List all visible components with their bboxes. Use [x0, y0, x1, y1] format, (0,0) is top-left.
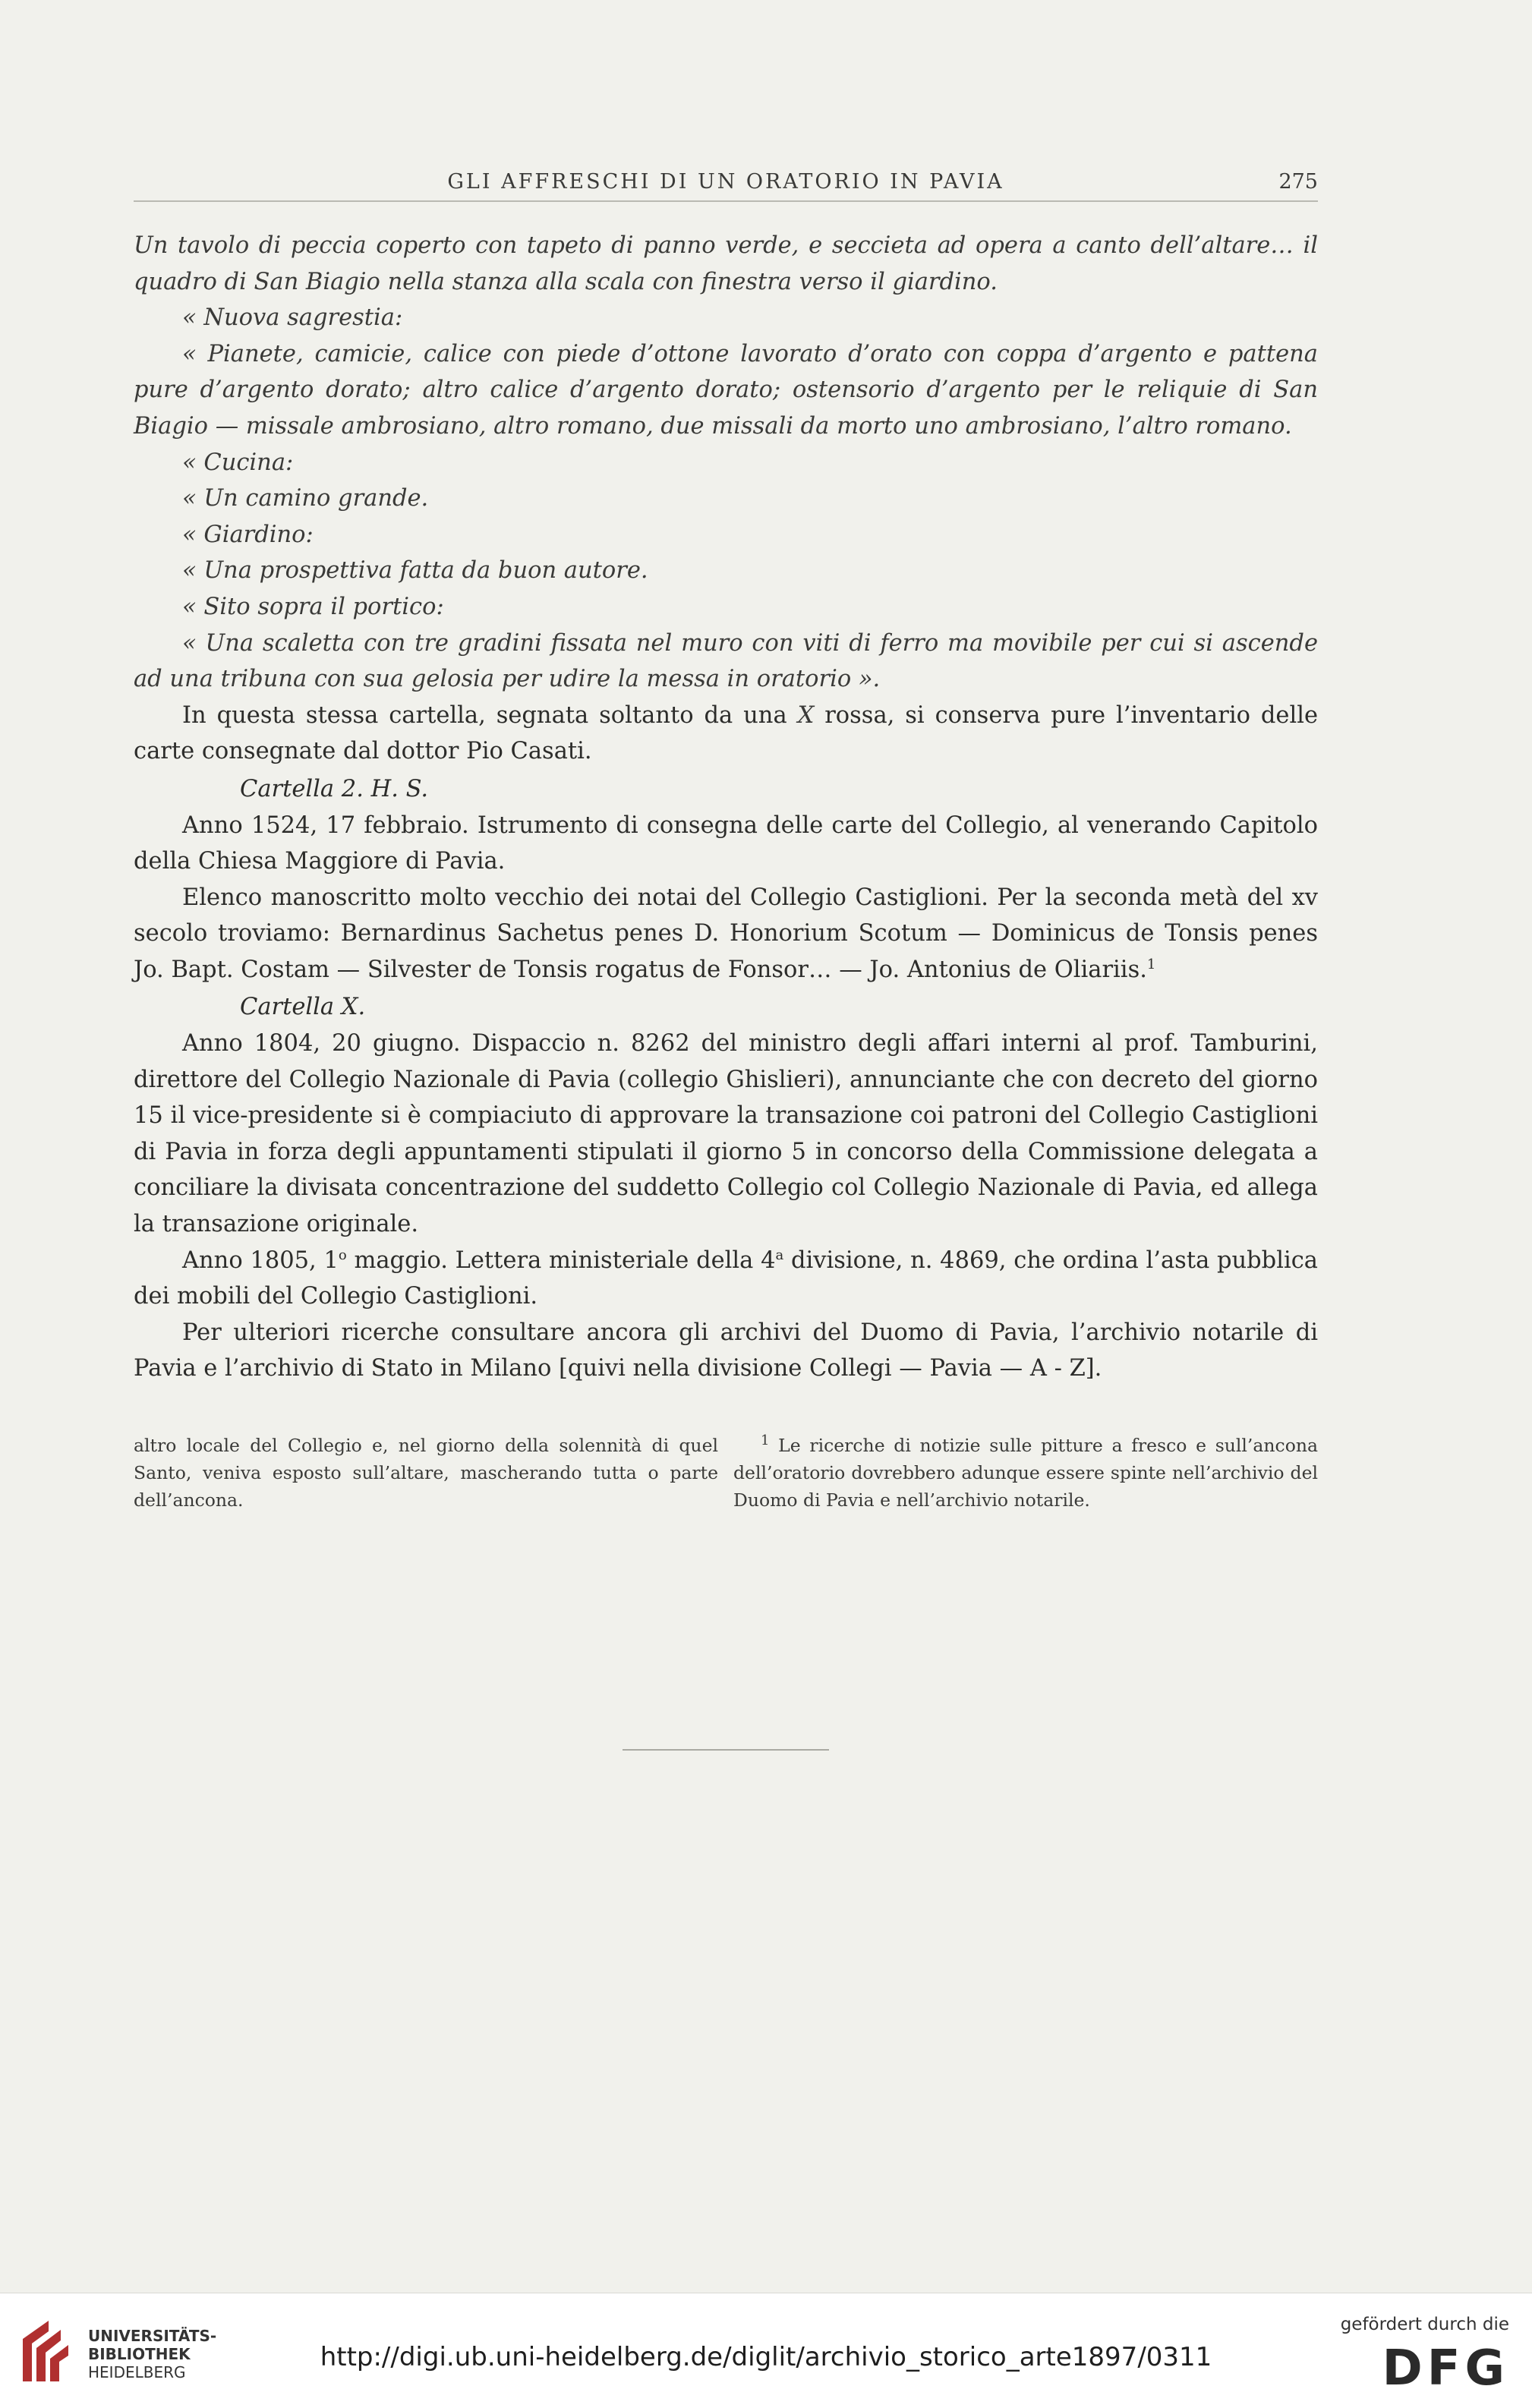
text-span: maggio. Lettera ministeriale della 4: [346, 1247, 776, 1274]
footnote-marker: 1: [1146, 956, 1156, 972]
funded-by-label: gefördert durch die: [1340, 2315, 1509, 2334]
footnotes: [134, 1432, 1318, 1514]
dfg-logo: DFG: [1382, 2340, 1509, 2397]
paragraph: « Giardino:: [182, 521, 314, 548]
paragraph: « Nuova sagrestia:: [182, 304, 403, 332]
main-text: [134, 228, 1318, 1387]
paragraph: [134, 880, 1318, 988]
running-title: GLI AFFRESCHI DI UN ORATORIO IN PAVIA: [447, 170, 1004, 194]
paragraph: [134, 1243, 1318, 1315]
viewer-footer: [0, 2293, 1532, 2408]
paragraph: « Una prospettiva fatta da buon autore.: [182, 557, 648, 585]
paragraph: Anno 1804, 20 giugno. Dispaccio n. 8262 del ministro degli affari interni al prof. Tamburini, direttore del Collegio Nazionale di Pavia (collegio Ghislieri), annunciante che con decreto del giorno 15 il vice-presidente si è compiaciuto di approvare la transazione coi patroni del Collegio Castiglioni di Pavia in forza degli appuntamenti stipulati il giorno 5 in concorso della Commissione delegata a conciliare la divisata concentrazione del suddetto Collegio col Collegio Nazionale di Pavia, ed allega la transazione originale.: [134, 1030, 1318, 1238]
paragraph: Un tavolo di peccia coperto con tapeto di panno verde, e seccieta ad opera a canto dell’altare… il quadro di San Biagio nella stanza alla scala con finestra verso il giardino.: [134, 232, 1318, 295]
paragraph: Anno 1524, 17 febbraio. Istrumento di consegna delle carte del Collegio, al venerando Capitolo della Chiesa Maggiore di Pavia.: [134, 812, 1318, 875]
text-span: Elenco manoscritto molto vecchio dei notai del Collegio Castiglioni. Per la seconda metà del xv secolo troviamo: Bernardinus Sachetus penes D. Honorium Scotum — Dominicus de Tonsis penes Jo. Bapt. Costam — Silvester de Tonsis rogatus de Fonsor… — Jo. Antonius de Oliariis.: [134, 884, 1318, 983]
page-header: [134, 170, 1318, 202]
text-span: X: [797, 701, 815, 729]
footnote-continued: altro locale del Collegio e, nel giorno della solennità di quel Santo, veniva esposto sull’altare, mascherando tutta o parte dell’ancona.: [134, 1435, 718, 1511]
paragraph: « Una scaletta con tre gradini fissata nel muro con viti di ferro ma movibile per cui si ascende ad una tribuna con sua gelosia per udire la messa in oratorio ».: [134, 629, 1318, 693]
paragraph: « Sito sopra il portico:: [182, 593, 444, 620]
section-caption: Cartella 2. H. S.: [240, 775, 429, 802]
paragraph: « Un camino grande.: [182, 485, 429, 512]
footnote-text: Le ricerche di notizie sulle pitture a fresco e sull’ancona dell’oratorio dovrebbero adunque essere spinte nell’archivio del Duomo di Pavia e nell’archivio notarile.: [733, 1435, 1318, 1511]
paragraph: « Cucina:: [182, 449, 294, 476]
superscript: o: [338, 1247, 347, 1263]
paragraph: [134, 698, 1318, 770]
section-caption: Cartella X.: [240, 994, 366, 1021]
paragraph: « Pianete, camicie, calice con piede d’ottone lavorato d’orato con coppa d’argento e pattena pure d’argento dorato; altro calice d’argento dorato; ostensorio d’argento per le reliquie di San Biagio — missale ambrosiano, altro romano, due missali da morto uno ambrosiano, l’altro romano.: [134, 340, 1318, 440]
superscript: a: [775, 1247, 784, 1263]
footnote-1: [733, 1432, 1318, 1514]
text-span: rossa, si conserva pure l’inventario delle carte consegnate dal dottor Pio Casati.: [134, 701, 1318, 765]
library-line: UNIVERSITÄTS-: [88, 2327, 217, 2345]
page-number: 275: [1278, 170, 1318, 194]
text-span: divisione, n. 4869, che ordina l’asta pubblica dei mobili del Collegio Castiglioni.: [134, 1247, 1318, 1310]
permalink-url[interactable]: http://digi.ub.uni-heidelberg.de/diglit/archivio_storico_arte1897/0311: [320, 2342, 1212, 2372]
paragraph: Per ulteriori ricerche consultare ancora gli archivi del Duomo di Pavia, l’archivio notarile di Pavia e l’archivio di Stato in Milano [quivi nella divisione Collegi — Pavia — A - Z].: [134, 1319, 1318, 1382]
end-rule: [623, 1749, 829, 1751]
footnote-marker: 1: [761, 1433, 770, 1449]
library-line: BIBLIOTHEK: [88, 2345, 191, 2363]
text-span: Anno 1805, 1: [182, 1247, 339, 1274]
text-span: In questa stessa cartella, segnata soltanto da una: [182, 701, 798, 729]
library-line: HEIDELBERG: [88, 2363, 186, 2381]
